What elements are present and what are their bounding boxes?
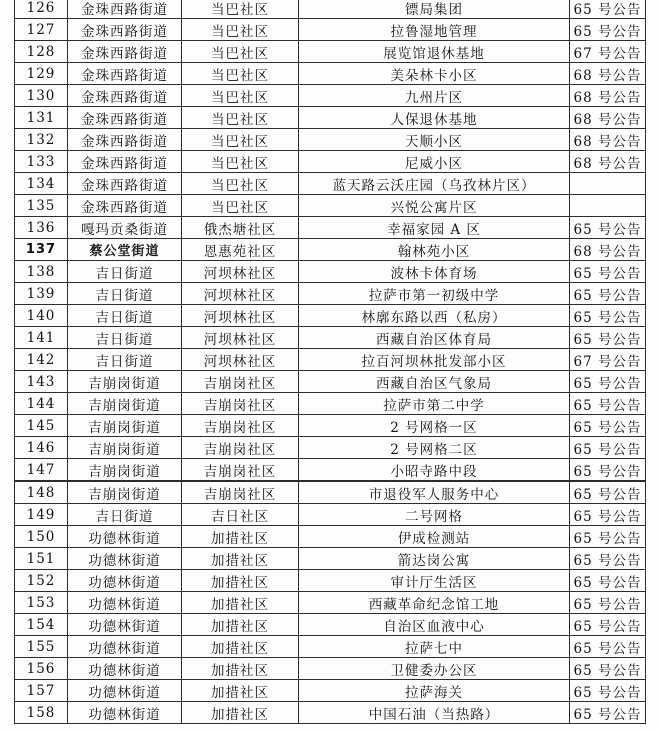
street-name: 吉日街道: [68, 305, 182, 327]
table-row: [15, 305, 646, 327]
community-name: 当巴社区: [182, 85, 299, 107]
notice-number: 65 号公告: [570, 261, 646, 283]
community-name: 恩惠苑社区: [182, 239, 299, 261]
table-row: [15, 680, 646, 702]
community-name: 河坝林社区: [182, 305, 299, 327]
street-name: 吉崩岗街道: [68, 393, 182, 415]
community-name: 当巴社区: [182, 173, 299, 195]
table-row: [15, 327, 646, 349]
notice-number: 65 号公告: [570, 636, 646, 658]
place-name: 蓝天路云沃庄园（乌孜林片区）: [299, 173, 570, 195]
row-number: 147: [15, 459, 68, 482]
row-number: 158: [15, 702, 68, 724]
table-row: [15, 151, 646, 173]
street-name: 蔡公堂街道: [68, 239, 182, 261]
community-name: 当巴社区: [182, 19, 299, 41]
row-number: 132: [15, 129, 68, 151]
table-row: [15, 41, 646, 63]
row-number: 149: [15, 504, 68, 526]
row-number: 143: [15, 371, 68, 393]
community-name: 加措社区: [182, 658, 299, 680]
community-name: 当巴社区: [182, 151, 299, 173]
notice-number: [570, 173, 646, 195]
place-name: 2 号网格二区: [299, 437, 570, 459]
notice-number: 65 号公告: [570, 327, 646, 349]
community-name: 吉崩岗社区: [182, 393, 299, 415]
table-row: [15, 526, 646, 548]
row-number: 148: [15, 481, 68, 504]
notice-number: 65 号公告: [570, 570, 646, 592]
street-name: 功德林街道: [68, 548, 182, 570]
table-row: [15, 702, 646, 724]
table-row: [15, 481, 646, 504]
notice-number: 65 号公告: [570, 548, 646, 570]
street-name: 吉日街道: [68, 349, 182, 371]
notice-number: 65 号公告: [570, 393, 646, 415]
community-name: 当巴社区: [182, 129, 299, 151]
row-number: 157: [15, 680, 68, 702]
street-name: 功德林街道: [68, 614, 182, 636]
place-name: 西藏自治区气象局: [299, 371, 570, 393]
row-number: 152: [15, 570, 68, 592]
table-row: [15, 217, 646, 239]
street-name: 吉崩岗街道: [68, 481, 182, 504]
place-name: 箭达岗公寓: [299, 548, 570, 570]
place-name: 二号网格: [299, 504, 570, 526]
place-name: 中国石油（当热路）: [299, 702, 570, 724]
place-name: 拉萨市第一初级中学: [299, 283, 570, 305]
street-name: 功德林街道: [68, 658, 182, 680]
table-row: [15, 239, 646, 261]
place-name: 镖局集团: [299, 0, 570, 19]
community-name: 当巴社区: [182, 195, 299, 217]
place-name: 拉萨海关: [299, 680, 570, 702]
place-name: 2 号网格一区: [299, 415, 570, 437]
table-row: [15, 19, 646, 41]
street-name: 吉日街道: [68, 504, 182, 526]
street-name: 金珠西路街道: [68, 41, 182, 63]
place-name: 兴悦公寓片区: [299, 195, 570, 217]
table-row: [15, 437, 646, 459]
table-row: [15, 349, 646, 371]
table-row: [15, 570, 646, 592]
table-row: [15, 592, 646, 614]
street-name: 吉崩岗街道: [68, 371, 182, 393]
row-number: 146: [15, 437, 68, 459]
place-name: 市退役军人服务中心: [299, 481, 570, 504]
street-name: 功德林街道: [68, 592, 182, 614]
table-row: [15, 283, 646, 305]
table-row: [15, 129, 646, 151]
place-name: 林廓东路以西（私房）: [299, 305, 570, 327]
community-name: 加措社区: [182, 526, 299, 548]
notice-number: 65 号公告: [570, 614, 646, 636]
notice-number: 65 号公告: [570, 680, 646, 702]
community-name: 当巴社区: [182, 41, 299, 63]
table-row: [15, 261, 646, 283]
notice-number: 68 号公告: [570, 129, 646, 151]
table-row: [15, 0, 646, 19]
table-row: [15, 393, 646, 415]
place-name: 翰林苑小区: [299, 239, 570, 261]
place-name: 伊成检测站: [299, 526, 570, 548]
row-number: 151: [15, 548, 68, 570]
community-name: 吉崩岗社区: [182, 437, 299, 459]
notice-number: 65 号公告: [570, 481, 646, 504]
community-name: 加措社区: [182, 570, 299, 592]
row-number: 136: [15, 217, 68, 239]
place-name: 拉萨七中: [299, 636, 570, 658]
place-name: 拉百河坝林批发部小区: [299, 349, 570, 371]
community-name: 当巴社区: [182, 0, 299, 19]
place-name: 拉鲁湿地管理: [299, 19, 570, 41]
street-name: 金珠西路街道: [68, 195, 182, 217]
street-name: 金珠西路街道: [68, 0, 182, 19]
table-row: [15, 614, 646, 636]
community-name: 吉日社区: [182, 504, 299, 526]
street-name: 金珠西路街道: [68, 107, 182, 129]
notice-number: 65 号公告: [570, 415, 646, 437]
notice-number: 67 号公告: [570, 349, 646, 371]
notice-number: 65 号公告: [570, 19, 646, 41]
notice-number: 67 号公告: [570, 41, 646, 63]
table-row: [15, 658, 646, 680]
community-name: 当巴社区: [182, 63, 299, 85]
notice-number: 65 号公告: [570, 283, 646, 305]
row-number: 153: [15, 592, 68, 614]
street-name: 金珠西路街道: [68, 63, 182, 85]
place-name: 人保退休基地: [299, 107, 570, 129]
row-number: 127: [15, 19, 68, 41]
street-name: 金珠西路街道: [68, 173, 182, 195]
community-name: 吉崩岗社区: [182, 415, 299, 437]
street-name: 功德林街道: [68, 570, 182, 592]
row-number: 140: [15, 305, 68, 327]
row-number: 129: [15, 63, 68, 85]
community-name: 吉崩岗社区: [182, 481, 299, 504]
community-name: 吉崩岗社区: [182, 459, 299, 482]
table-row: [15, 459, 646, 482]
community-name: 加措社区: [182, 680, 299, 702]
street-name: 功德林街道: [68, 526, 182, 548]
place-name: 拉萨市第二中学: [299, 393, 570, 415]
community-name: 河坝林社区: [182, 327, 299, 349]
notice-number: 68 号公告: [570, 85, 646, 107]
street-name: 嘎玛贡桑街道: [68, 217, 182, 239]
notice-number: 65 号公告: [570, 437, 646, 459]
place-name: 波林卡体育场: [299, 261, 570, 283]
table-row: [15, 415, 646, 437]
street-name: 吉日街道: [68, 261, 182, 283]
area-table: [14, 0, 646, 724]
notice-number: 65 号公告: [570, 0, 646, 19]
community-name: 河坝林社区: [182, 283, 299, 305]
street-name: 吉崩岗街道: [68, 437, 182, 459]
street-name: 功德林街道: [68, 680, 182, 702]
place-name: 西藏革命纪念馆工地: [299, 592, 570, 614]
community-name: 加措社区: [182, 614, 299, 636]
notice-number: 65 号公告: [570, 217, 646, 239]
table-row: [15, 195, 646, 217]
place-name: 尼威小区: [299, 151, 570, 173]
table-row: [15, 636, 646, 658]
row-number: 155: [15, 636, 68, 658]
table-row: [15, 173, 646, 195]
notice-number: 65 号公告: [570, 526, 646, 548]
row-number: 141: [15, 327, 68, 349]
row-number: 128: [15, 41, 68, 63]
notice-number: 68 号公告: [570, 239, 646, 261]
table-row: [15, 107, 646, 129]
row-number: 135: [15, 195, 68, 217]
row-number: 126: [15, 0, 68, 19]
notice-number: 65 号公告: [570, 305, 646, 327]
place-name: 西藏自治区体育局: [299, 327, 570, 349]
community-name: 俄杰塘社区: [182, 217, 299, 239]
row-number: 133: [15, 151, 68, 173]
row-number: 131: [15, 107, 68, 129]
street-name: 吉日街道: [68, 283, 182, 305]
community-name: 加措社区: [182, 636, 299, 658]
notice-number: 68 号公告: [570, 107, 646, 129]
community-name: 加措社区: [182, 548, 299, 570]
table-row: [15, 504, 646, 526]
street-name: 金珠西路街道: [68, 129, 182, 151]
place-name: 审计厅生活区: [299, 570, 570, 592]
community-name: 河坝林社区: [182, 261, 299, 283]
row-number: 156: [15, 658, 68, 680]
notice-number: 65 号公告: [570, 658, 646, 680]
table-row: [15, 63, 646, 85]
row-number: 134: [15, 173, 68, 195]
place-name: 展览馆退休基地: [299, 41, 570, 63]
place-name: 幸福家园 A 区: [299, 217, 570, 239]
community-name: 加措社区: [182, 592, 299, 614]
row-number: 145: [15, 415, 68, 437]
notice-number: 65 号公告: [570, 504, 646, 526]
place-name: 天顺小区: [299, 129, 570, 151]
place-name: 自治区血液中心: [299, 614, 570, 636]
street-name: 金珠西路街道: [68, 151, 182, 173]
place-name: 小昭寺路中段: [299, 459, 570, 482]
notice-number: 68 号公告: [570, 151, 646, 173]
place-name: 卫健委办公区: [299, 658, 570, 680]
row-number: 144: [15, 393, 68, 415]
community-name: 吉崩岗社区: [182, 371, 299, 393]
notice-number: 65 号公告: [570, 702, 646, 724]
street-name: 吉崩岗街道: [68, 415, 182, 437]
place-name: 美朵林卡小区: [299, 63, 570, 85]
street-name: 吉崩岗街道: [68, 459, 182, 482]
table-body: [15, 0, 646, 724]
street-name: 金珠西路街道: [68, 85, 182, 107]
community-name: 加措社区: [182, 702, 299, 724]
row-number: 142: [15, 349, 68, 371]
row-number: 137: [15, 239, 68, 261]
row-number: 138: [15, 261, 68, 283]
community-name: 河坝林社区: [182, 349, 299, 371]
notice-number: 65 号公告: [570, 592, 646, 614]
table-row: [15, 85, 646, 107]
table-row: [15, 371, 646, 393]
street-name: 金珠西路街道: [68, 19, 182, 41]
notice-number: [570, 195, 646, 217]
place-name: 九州片区: [299, 85, 570, 107]
row-number: 154: [15, 614, 68, 636]
street-name: 功德林街道: [68, 702, 182, 724]
community-name: 当巴社区: [182, 107, 299, 129]
notice-number: 68 号公告: [570, 63, 646, 85]
notice-number: 65 号公告: [570, 371, 646, 393]
row-number: 130: [15, 85, 68, 107]
row-number: 139: [15, 283, 68, 305]
table-row: [15, 548, 646, 570]
street-name: 功德林街道: [68, 636, 182, 658]
street-name: 吉日街道: [68, 327, 182, 349]
notice-number: 65 号公告: [570, 459, 646, 482]
row-number: 150: [15, 526, 68, 548]
